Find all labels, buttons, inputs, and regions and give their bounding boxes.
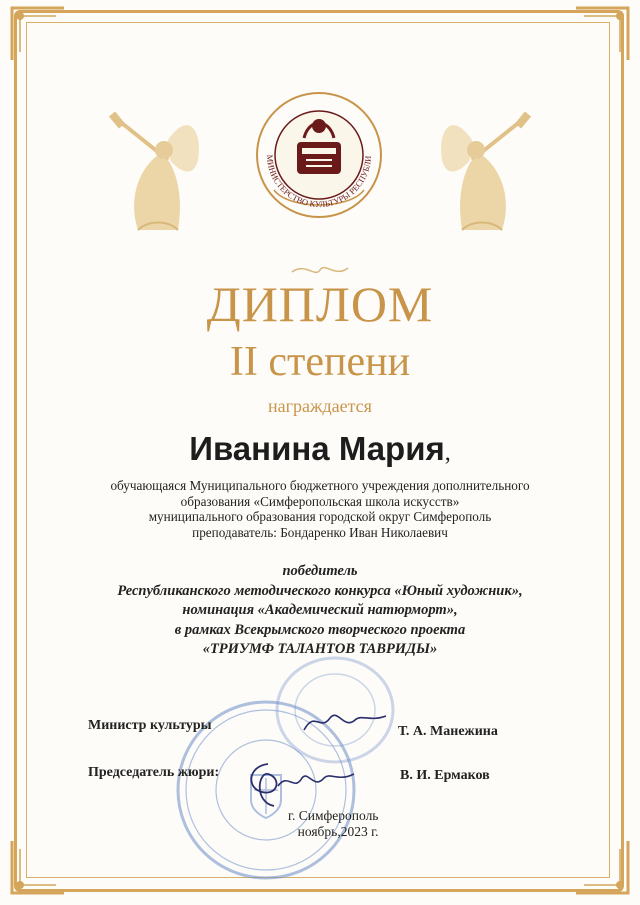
award-line: Республиканского методического конкурса «Юный художник»,: [117, 582, 523, 599]
recipient-name-comma: ,: [444, 440, 451, 466]
minister-role: Министр культуры: [88, 718, 212, 733]
emblem-ring-text: МИНИСТЕРСТВО КУЛЬТУРЫ РЕСПУБЛИ: [264, 154, 374, 210]
recipient-name: [0, 430, 640, 468]
awarded-caption: награждается: [268, 396, 372, 416]
info-line: образования «Симферопольская школа искусств»: [180, 493, 460, 509]
recipient-name-text: Иванина Мария: [189, 430, 445, 467]
jury-chair-name: В. И. Ермаков: [400, 768, 490, 783]
diploma-degree: II степени: [229, 339, 411, 385]
diploma-title: ДИПЛОМ: [206, 276, 434, 332]
jury-chair-role: Председатель жюри:: [88, 765, 220, 780]
info-line: муниципального образования городской округ Симферополь: [148, 509, 492, 524]
issue-city: г. Симферополь: [288, 808, 379, 823]
award-line: в рамках Всекрымского творческого проекта: [174, 621, 466, 638]
corner-ornament: [8, 837, 68, 897]
issue-date: ноябрь,2023 г.: [297, 824, 379, 839]
angel-trumpet-icon: [432, 100, 542, 240]
corner-ornament: [572, 4, 632, 64]
info-line: преподаватель: Бондаренко Иван Николаевич: [192, 524, 448, 540]
award-description: [0, 562, 640, 660]
award-line: «ТРИУМФ ТАЛАНТОВ ТАВРИДЫ»: [202, 641, 438, 657]
corner-ornament: [8, 4, 68, 64]
award-line: победитель: [282, 563, 358, 579]
jury-signature-icon: [238, 752, 358, 812]
angel-trumpet-icon: [98, 100, 208, 240]
award-line: номинация «Академический натюрморт»,: [182, 602, 458, 618]
ministry-emblem-icon: [244, 80, 394, 230]
issue-place-date: [288, 808, 378, 840]
recipient-info: [0, 478, 640, 540]
corner-ornament: [572, 837, 632, 897]
info-line: обучающаяся Муниципального бюджетного учреждения дополнительного: [110, 478, 530, 493]
minister-name: Т. А. Манежина: [398, 724, 498, 739]
minister-signature-icon: [300, 700, 390, 740]
